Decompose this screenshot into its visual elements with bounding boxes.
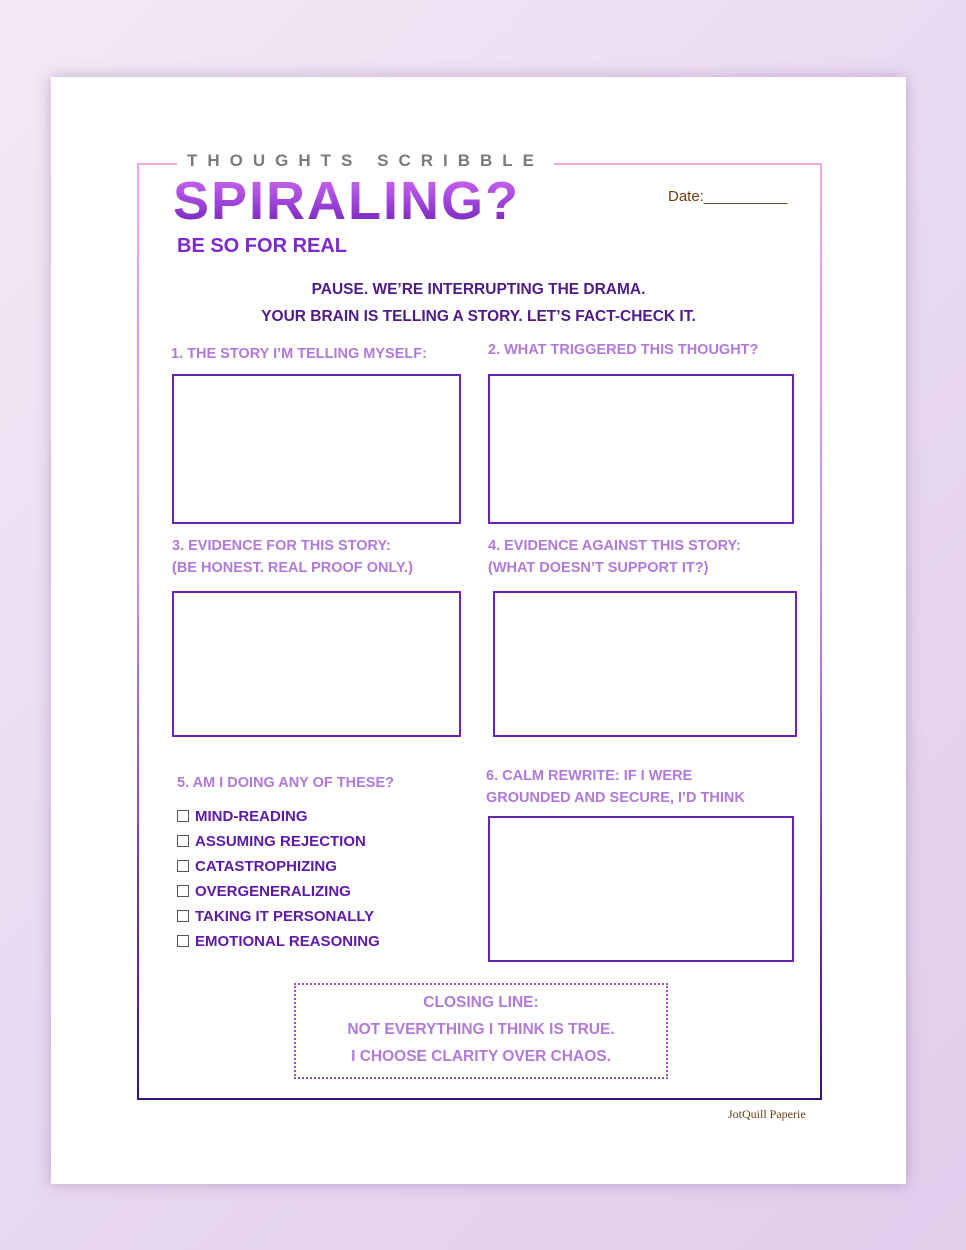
- prompt-3-label-line-1: 3. EVIDENCE FOR THIS STORY:: [172, 538, 391, 554]
- checkbox-icon[interactable]: [177, 810, 189, 822]
- prompt-3-label-line-2: (BE HONEST. REAL PROOF ONLY.): [172, 560, 413, 576]
- closing-line-1: NOT EVERYTHING I THINK IS TRUE.: [347, 1021, 615, 1038]
- distortion-checklist: [177, 804, 380, 954]
- prompt-4-label-line-1: 4. EVIDENCE AGAINST THIS STORY:: [488, 538, 741, 554]
- prompt-6-label-line-2: GROUNDED AND SECURE, I’D THINK: [486, 790, 745, 806]
- checkbox-icon[interactable]: [177, 935, 189, 947]
- checkbox-icon[interactable]: [177, 910, 189, 922]
- checklist-item[interactable]: ASSUMING REJECTION: [177, 829, 380, 854]
- worksheet-page: [51, 77, 906, 1184]
- prompt-2-label: 2. WHAT TRIGGERED THIS THOUGHT?: [488, 342, 759, 358]
- intro-line-2: YOUR BRAIN IS TELLING A STORY. LET’S FACT-CHECK IT.: [261, 308, 696, 325]
- date-field[interactable]: Date:__________: [668, 188, 788, 205]
- trigger-box[interactable]: [488, 374, 794, 524]
- subtitle: BE SO FOR REAL: [177, 235, 348, 257]
- evidence-for-box[interactable]: [172, 591, 461, 737]
- brand-name: JotQuill Paperie: [728, 1107, 806, 1121]
- prompt-4-label-line-2: (WHAT DOESN’T SUPPORT IT?): [488, 560, 709, 576]
- checklist-item[interactable]: TAKING IT PERSONALLY: [177, 904, 380, 929]
- calm-rewrite-box[interactable]: [488, 816, 794, 962]
- evidence-against-box[interactable]: [493, 591, 797, 737]
- checkbox-icon[interactable]: [177, 860, 189, 872]
- prompt-1-label: 1. THE STORY I’M TELLING MYSELF:: [171, 346, 427, 362]
- closing-line-2: I CHOOSE CLARITY OVER CHAOS.: [351, 1048, 611, 1065]
- checklist-item[interactable]: EMOTIONAL REASONING: [177, 929, 380, 954]
- story-box[interactable]: [172, 374, 461, 524]
- closing-box: [294, 983, 668, 1079]
- checkbox-icon[interactable]: [177, 885, 189, 897]
- prompt-6-label-line-1: 6. CALM REWRITE: IF I WERE: [486, 768, 693, 784]
- checklist-item[interactable]: MIND-READING: [177, 804, 380, 829]
- prompt-5-label: 5. AM I DOING ANY OF THESE?: [177, 775, 394, 791]
- closing-heading: CLOSING LINE:: [423, 994, 539, 1011]
- page-title: SPIRALING?: [173, 171, 521, 231]
- intro-line-1: PAUSE. WE’RE INTERRUPTING THE DRAMA.: [311, 281, 646, 298]
- checklist-item[interactable]: OVERGENERALIZING: [177, 879, 380, 904]
- checkbox-icon[interactable]: [177, 835, 189, 847]
- checklist-item[interactable]: CATASTROPHIZING: [177, 854, 380, 879]
- eyebrow-title: THOUGHTS SCRIBBLE: [177, 151, 554, 171]
